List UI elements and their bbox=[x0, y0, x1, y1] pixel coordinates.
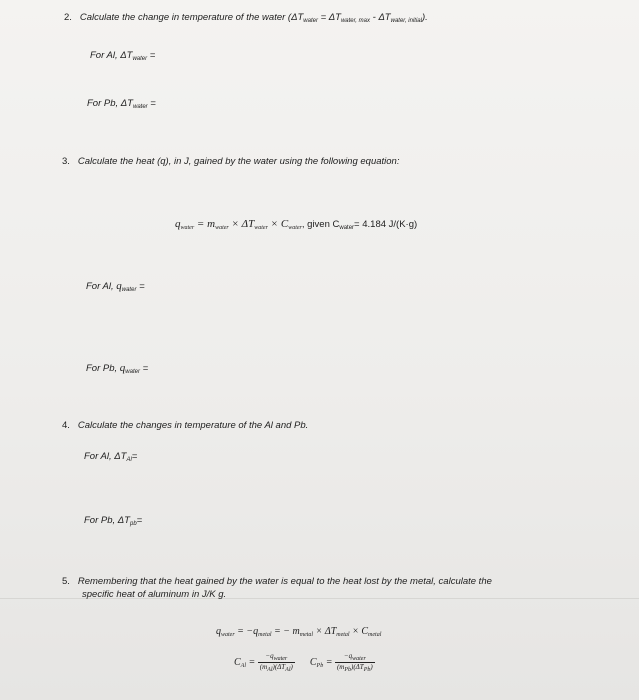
question-5-prompt bbox=[62, 575, 492, 601]
question-number: 2. bbox=[64, 12, 72, 23]
prompt-text-line2: specific heat of aluminum in J/K g. bbox=[82, 589, 227, 600]
question-3-prompt bbox=[62, 156, 399, 167]
specific-heat-formulas bbox=[234, 652, 375, 673]
fraction-al: $\frac{\text{−qwater}}{\text{(mAl)(ΔTAl)}}$ bbox=[259, 652, 293, 673]
specific-heat-pb: $C_{Pb}$ = $\frac{\text{−qwater}}{\text{(mPb)(ΔTPb)}}$ bbox=[309, 652, 373, 673]
question-number: 3. bbox=[62, 156, 70, 167]
question-number: 5. bbox=[62, 576, 70, 587]
q2-pb-answer-line: For Pb, $\Delta T_{water}$ = bbox=[87, 98, 156, 110]
q3-al-answer-line: For Al, $q_{water}$ = bbox=[86, 280, 145, 293]
fraction-pb: $\frac{\text{−qwater}}{\text{(mPb)(ΔTPb)}}$ bbox=[336, 652, 373, 673]
question-2-prompt: 2. Calculate the change in temperature of the water $(\Delta T_{water} = \Delta T_{water, max} - \Delta T_{water, initial})$. bbox=[64, 12, 428, 24]
q3-pb-answer-line: For Pb, $q_{water}$ = bbox=[86, 362, 149, 375]
prompt-text: Remembering that the heat gained by the water is equal to the heat lost by the metal, calculate the bbox=[77, 576, 492, 587]
q4-al-answer-line: For Al, $\Delta T_{Al}=$ bbox=[84, 451, 138, 463]
heat-equation: $q_{water} = m_{water} \times \Delta T_{water} \times C_{water}$, given $C_{water}= 4.184$ J/(K·g) bbox=[175, 218, 418, 231]
prompt-text: Calculate the heat (q), in J, gained by the water using the following equation: bbox=[77, 156, 400, 167]
q4-pb-answer-line: For Pb, $\Delta T_{pb}=$ bbox=[84, 515, 143, 527]
prompt-text: Calculate the changes in temperature of the Al and Pb. bbox=[77, 420, 309, 431]
question-4-prompt bbox=[62, 420, 308, 431]
prompt-text: Calculate the change in temperature of the water ( bbox=[79, 12, 292, 23]
specific-heat-al: $C_{Al}$ = $\frac{\text{−qwater}}{\text{(mAl)(ΔTAl)}}$ bbox=[234, 652, 293, 673]
heat-balance-equation: $q_{water} = -q_{metal}$ = − $m_{metal} \times \Delta T_{metal} \times C_{metal}$ bbox=[216, 626, 382, 638]
q2-al-answer-line: For Al, $\Delta T_{water}$ = bbox=[90, 50, 156, 62]
question-number: 4. bbox=[62, 420, 70, 431]
